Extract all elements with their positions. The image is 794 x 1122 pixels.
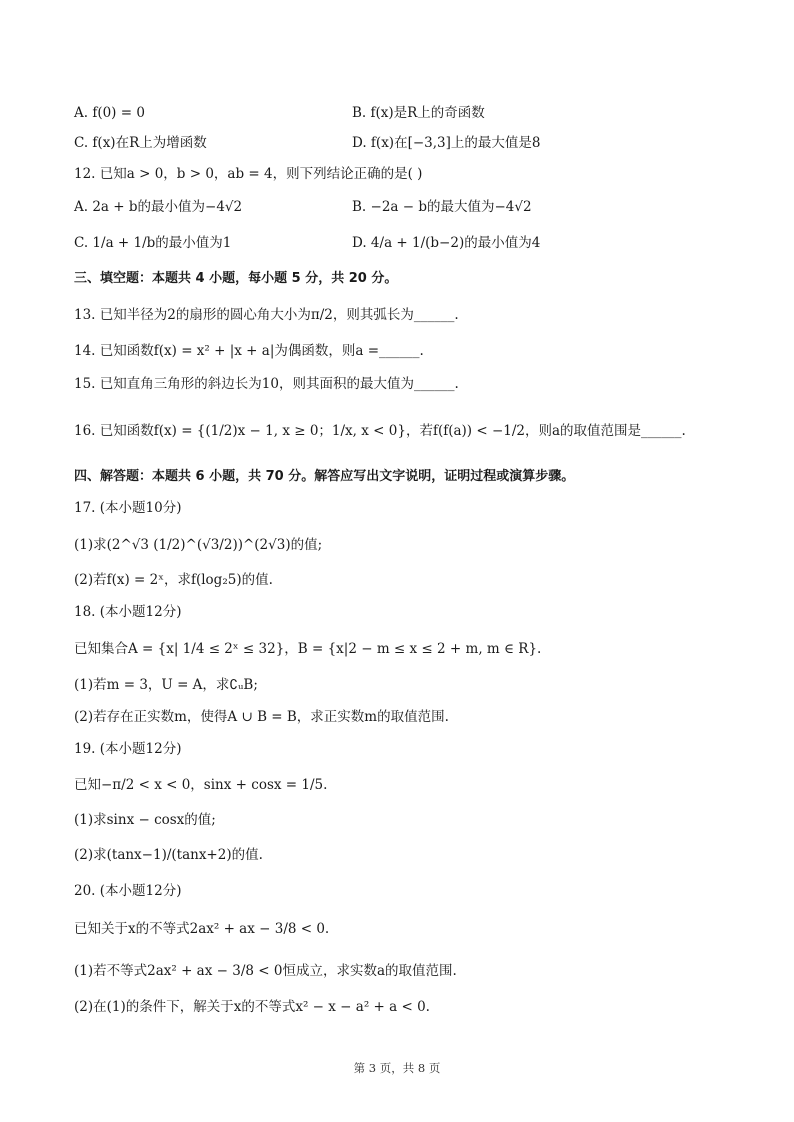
question-15: 15. 已知直角三角形的斜边长为10，则其面积的最大值为______.	[74, 376, 459, 392]
question-18-part-2: (2)若存在正实数m，使得A ∪ B = B，求正实数m的取值范围.	[74, 709, 449, 725]
option-12b: B. −2a − b的最大值为−4√2	[352, 199, 532, 215]
question-16: 16. 已知函数f(x) = {(1/2)x − 1, x ≥ 0；1/x, x < 0}，若f(f(a)) < −1/2，则a的取值范围是______.	[74, 423, 686, 439]
question-17-part-1: (1)求(2^√3 (1/2)^(√3/2))^(2√3)的值;	[74, 537, 323, 553]
section-4-heading: 四、解答题：本题共 6 小题，共 70 分。解答应写出文字说明，证明过程或演算步骤。	[74, 469, 575, 484]
question-13: 13. 已知半径为2的扇形的圆心角大小为π/2，则其弧长为______.	[74, 307, 459, 323]
question-19-stem: 已知−π/2 < x < 0，sinx + cosx = 1/5.	[74, 777, 328, 793]
option-11c: C. f(x)在R上为增函数	[74, 135, 207, 151]
question-12-stem: 12. 已知a > 0，b > 0，ab = 4，则下列结论正确的是( )	[74, 166, 423, 182]
option-12d: D. 4/a + 1/(b−2)的最小值为4	[352, 235, 541, 251]
question-18-stem: 已知集合A = {x| 1/4 ≤ 2ˣ ≤ 32}，B = {x|2 − m ≤ x ≤ 2 + m, m ∈ R}.	[74, 641, 542, 657]
page-footer: 第 3 页，共 8 页	[353, 1061, 441, 1075]
option-11b: B. f(x)是R上的奇函数	[352, 105, 485, 121]
question-19-part-1: (1)求sinx − cosx的值;	[74, 812, 216, 828]
question-20-part-1: (1)若不等式2ax² + ax − 3/8 < 0恒成立，求实数a的取值范围.	[74, 963, 457, 979]
question-20-head: 20. (本小题12分)	[74, 883, 182, 899]
option-12c: C. 1/a + 1/b的最小值为1	[74, 235, 232, 251]
question-19-part-2: (2)求(tanx−1)/(tanx+2)的值.	[74, 847, 263, 863]
question-20-part-2: (2)在(1)的条件下，解关于x的不等式x² − x − a² + a < 0.	[74, 999, 430, 1015]
question-18-head: 18. (本小题12分)	[74, 604, 182, 620]
option-11a: A. f(0) = 0	[74, 105, 145, 121]
question-17-head: 17. (本小题10分)	[74, 500, 182, 516]
section-3-heading: 三、填空题：本题共 4 小题，每小题 5 分，共 20 分。	[74, 271, 398, 286]
option-11d: D. f(x)在[−3,3]上的最大值是8	[352, 135, 541, 151]
question-19-head: 19. (本小题12分)	[74, 741, 182, 757]
question-18-part-1: (1)若m = 3，U = A，求∁ᵤB;	[74, 677, 258, 693]
option-12a: A. 2a + b的最小值为−4√2	[74, 199, 243, 215]
question-17-part-2: (2)若f(x) = 2ˣ，求f(log₂5)的值.	[74, 572, 273, 588]
question-14: 14. 已知函数f(x) = x² + |x + a|为偶函数，则a =______.	[74, 343, 424, 359]
question-20-stem: 已知关于x的不等式2ax² + ax − 3/8 < 0.	[74, 921, 330, 937]
